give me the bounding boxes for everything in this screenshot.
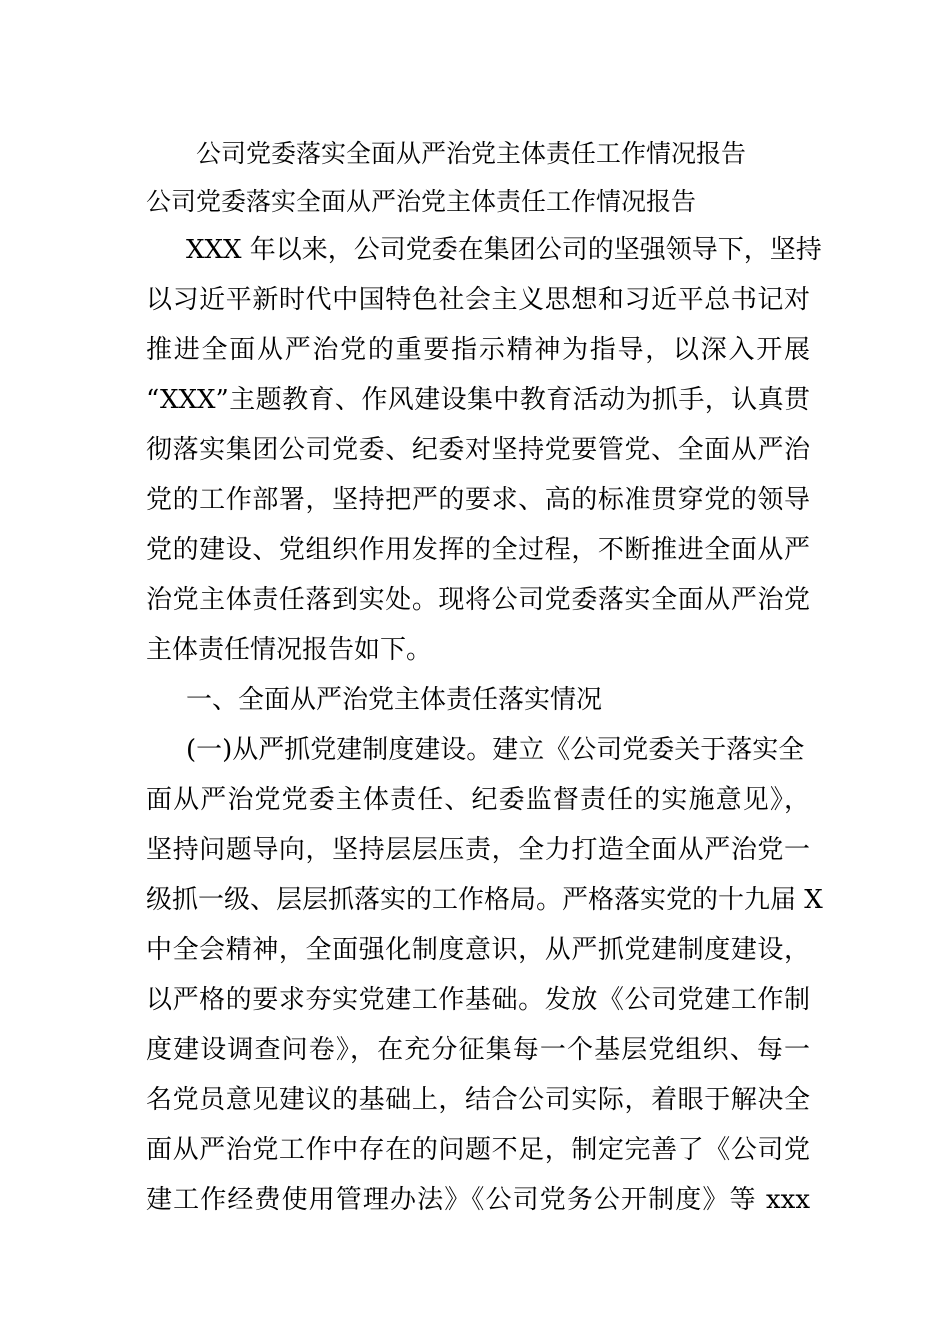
body-line: (一)从严抓党建制度建设。建立《公司党委关于落实全 — [186, 735, 805, 765]
body-line: 面从严治党党委主体责任、纪委监督责任的实施意见》， — [146, 785, 810, 815]
body-line: 以习近平新时代中国特色社会主义思想和习近平总书记对 — [146, 285, 810, 315]
document-title: 公司党委落实全面从严治党主体责任工作情况报告 — [196, 139, 747, 168]
body-line: 名党员意见建议的基础上，结合公司实际，着眼于解决全 — [146, 1085, 810, 1115]
body-line: 党的工作部署，坚持把严的要求、高的标准贯穿党的领导 — [146, 485, 810, 515]
body-line: “XXX”主题教育、作风建设集中教育活动为抓手，认真贯 — [146, 385, 810, 415]
body-line: 坚持问题导向，坚持层层压责，全力打造全面从严治党一 — [146, 835, 810, 865]
body-line: 治党主体责任落到实处。现将公司党委落实全面从严治党 — [146, 585, 810, 615]
body-line: 面从严治党工作中存在的问题不足，制定完善了《公司党 — [146, 1135, 810, 1165]
body-line: 中全会精神，全面强化制度意识，从严抓党建制度建设， — [146, 935, 810, 965]
body-line: 主体责任情况报告如下。 — [146, 635, 433, 665]
body-line: 党的建设、党组织作用发挥的全过程，不断推进全面从严 — [146, 535, 810, 565]
section-heading: 一、全面从严治党主体责任落实情况 — [186, 685, 603, 715]
body-line: 以严格的要求夯实党建工作基础。发放《公司党建工作制 — [146, 985, 810, 1015]
body-line: 建工作经费使用管理办法》《公司党务公开制度》等 xxx — [146, 1185, 810, 1215]
body-line: 彻落实集团公司党委、纪委对坚持党要管党、全面从严治 — [146, 435, 810, 465]
body-line: 推进全面从严治党的重要指示精神为指导，以深入开展 — [146, 335, 810, 365]
body-line: XXX 年以来，公司党委在集团公司的坚强领导下，坚持 — [186, 235, 822, 265]
document-subtitle: 公司党委落实全面从严治党主体责任工作情况报告 — [146, 187, 697, 216]
body-line: 度建设调查问卷》，在充分征集每一个基层党组织、每一 — [146, 1035, 810, 1065]
body-line: 级抓一级、层层抓落实的工作格局。严格落实党的十九届 X — [146, 885, 823, 915]
